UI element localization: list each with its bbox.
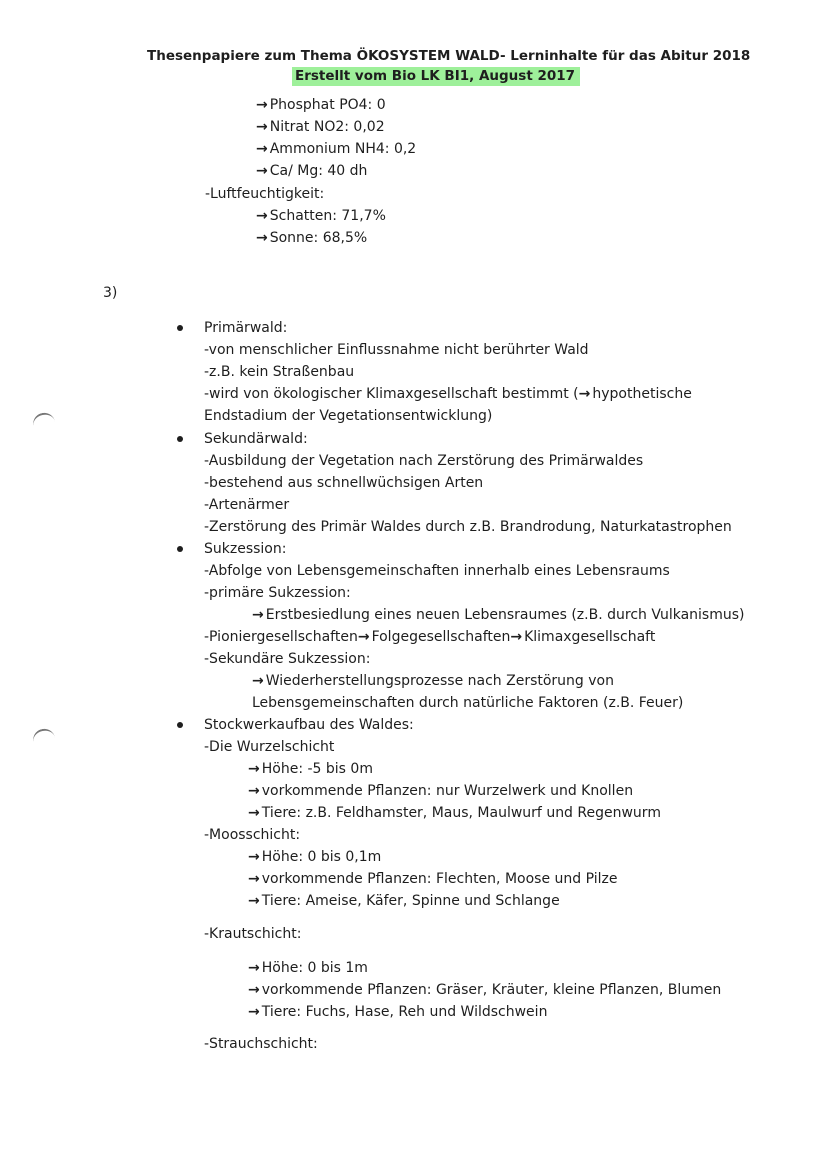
title-highlight: Erstellt vom Bio LK BI1, August 2017 — [292, 67, 580, 86]
sekundaerwald-line-3: -Artenärmer — [204, 497, 290, 513]
punch-hole-mark — [31, 411, 55, 428]
page-title-line1: Thesenpapiere zum Thema ÖKOSYSTEM WALD- Lerninhalte für das Abitur 2018 — [147, 48, 751, 64]
phosphat-line: → Phosphat PO4: 0 — [256, 96, 386, 114]
sukzession-line-3: → Erstbesiedlung eines neuen Lebensraumes (z.B. durch Vulkanismus) — [252, 606, 745, 624]
moos-pflanzen: → vorkommende Pflanzen: Flechten, Moose und Pilze — [248, 870, 617, 888]
moos-hoehe: → Höhe: 0 bis 0,1m — [248, 848, 381, 866]
bullet-icon — [177, 325, 183, 331]
sekundaerwald-line-4: -Zerstörung des Primär Waldes durch z.B. Brandrodung, Naturkatastrophen — [204, 519, 732, 535]
sukzession-line-2: -primäre Sukzession: — [204, 585, 351, 601]
moos-label: -Moosschicht: — [204, 827, 301, 843]
primaerwald-line-4: Endstadium der Vegetationsentwicklung) — [204, 408, 493, 424]
sukzession-heading: Sukzession: — [204, 541, 287, 557]
sukzession-line-7: Lebensgemeinschaften durch natürliche Faktoren (z.B. Feuer) — [252, 695, 684, 711]
sukzession-line-1: -Abfolge von Lebensgemeinschaften innerhalb eines Lebensraums — [204, 563, 670, 579]
sekundaerwald-heading: Sekundärwald: — [204, 431, 308, 447]
luftfeuchtigkeit-label: -Luftfeuchtigkeit: — [205, 186, 325, 202]
nitrat-line: → Nitrat NO2: 0,02 — [256, 118, 385, 136]
kraut-tiere: → Tiere: Fuchs, Hase, Reh und Wildschwein — [248, 1003, 547, 1021]
primaerwald-line-3-text: -wird von ökologischer Klimaxgesellschaft bestimmt ( — [204, 386, 579, 402]
sukzession-chain — [204, 628, 655, 646]
kraut-pflanzen: → vorkommende Pflanzen: Gräser, Kräuter, kleine Pflanzen, Blumen — [248, 981, 721, 999]
wurzel-tiere: → Tiere: z.B. Feldhamster, Maus, Maulwurf und Regenwurm — [248, 804, 661, 822]
bullet-icon — [177, 436, 183, 442]
kraut-label: -Krautschicht: — [204, 926, 302, 942]
primaerwald-line-1: -von menschlicher Einflussnahme nicht berührter Wald — [204, 342, 589, 358]
strauch-label: -Strauchschicht: — [204, 1036, 318, 1052]
bullet-icon — [177, 546, 183, 552]
chain-item-pionier: -Pioniergesellschaften — [204, 629, 358, 645]
primaerwald-line-2: -z.B. kein Straßenbau — [204, 364, 355, 380]
section-number: 3) — [103, 285, 118, 301]
ammonium-line: → Ammonium NH4: 0,2 — [256, 140, 416, 158]
wurzel-hoehe: → Höhe: -5 bis 0m — [248, 760, 373, 778]
bullet-icon — [177, 722, 183, 728]
sonne-line: → Sonne: 68,5% — [256, 229, 367, 247]
moos-tiere: → Tiere: Ameise, Käfer, Spinne und Schlange — [248, 892, 560, 910]
sukzession-line-6: → Wiederherstellungsprozesse nach Zerstörung von — [252, 672, 614, 690]
chain-item-folge: → Folgegesellschaften — [358, 629, 511, 645]
primaerwald-heading: Primärwald: — [204, 320, 288, 336]
wurzel-pflanzen: → vorkommende Pflanzen: nur Wurzelwerk und Knollen — [248, 782, 633, 800]
chain-item-klimax: → Klimaxgesellschaft — [510, 629, 655, 645]
sekundaerwald-line-1: -Ausbildung der Vegetation nach Zerstörung des Primärwaldes — [204, 453, 644, 469]
sukzession-line-5: -Sekundäre Sukzession: — [204, 651, 371, 667]
ca-mg-line: → Ca/ Mg: 40 dh — [256, 162, 367, 180]
schatten-line: → Schatten: 71,7% — [256, 207, 386, 225]
kraut-hoehe: → Höhe: 0 bis 1m — [248, 959, 368, 977]
punch-hole-mark — [31, 727, 55, 744]
primaerwald-line-3 — [204, 385, 692, 403]
wurzel-label: -Die Wurzelschicht — [204, 739, 335, 755]
primaerwald-line-3-tail: → hypothetische — [579, 386, 692, 402]
page-title-line2 — [292, 67, 580, 85]
sekundaerwald-line-2: -bestehend aus schnellwüchsigen Arten — [204, 475, 484, 491]
stockwerk-heading: Stockwerkaufbau des Waldes: — [204, 717, 414, 733]
